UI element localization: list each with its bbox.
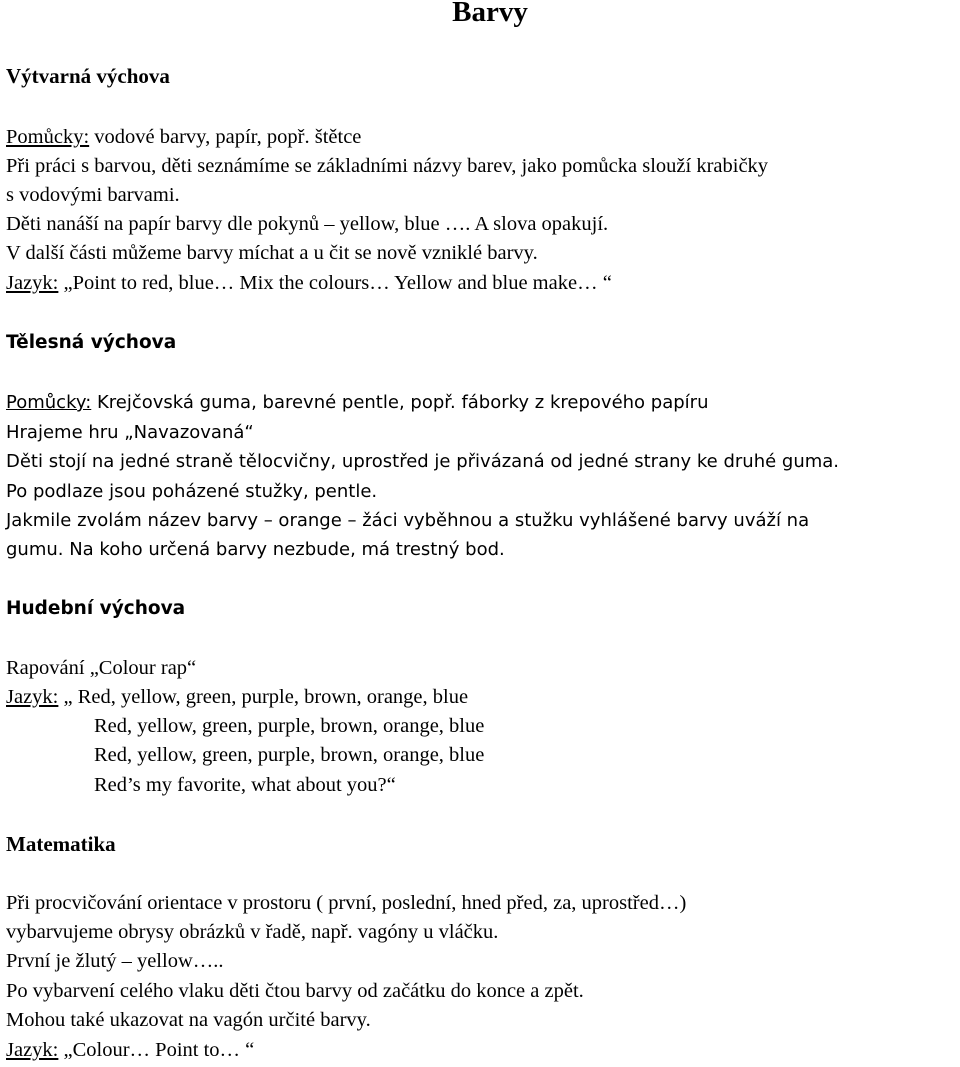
jazyk-text: „Point to red, blue… Mix the colours… Yellow and blue make… “ bbox=[58, 272, 612, 294]
heading-vytvarna: Výtvarná výchova bbox=[6, 64, 170, 88]
telesna-line-6: gumu. Na koho určená barvy nezbude, má trestný bod. bbox=[6, 539, 505, 560]
jazyk-label: Jazyk: bbox=[6, 272, 59, 294]
pomucky-label: Pomůcky: bbox=[6, 126, 90, 148]
vytvarna-jazyk-line bbox=[6, 270, 612, 296]
jazyk-text: „Colour… Point to… “ bbox=[58, 1039, 255, 1061]
hudebni-line-4: Red, yellow, green, purple, brown, orange, blue bbox=[94, 744, 485, 766]
heading-matematika: Matematika bbox=[6, 832, 116, 856]
telesna-line-3: Děti stojí na jedné straně tělocvičny, uprostřed je přivázaná od jedné strany ke druhé guma. bbox=[6, 451, 840, 472]
vytvarna-line-5: V další části můžeme barvy míchat a u čit se nově vzniklé barvy. bbox=[6, 242, 538, 264]
telesna-pomucky-line bbox=[6, 390, 708, 416]
vytvarna-line-4: Děti nanáší na papír barvy dle pokynů – yellow, blue …. A slova opakují. bbox=[6, 213, 609, 235]
pomucky-label: Pomůcky: bbox=[6, 392, 92, 413]
pomucky-text: Krejčovská guma, barevné pentle, popř. fáborky z krepového papíru bbox=[91, 392, 709, 413]
matematika-line-3: První je žlutý – yellow….. bbox=[6, 950, 224, 972]
hudebni-line-1: Rapování „Colour rap“ bbox=[6, 657, 197, 679]
telesna-line-4: Po podlaze jsou poházené stužky, pentle. bbox=[6, 481, 378, 502]
telesna-line-2: Hrajeme hru „Navazovaná“ bbox=[6, 422, 254, 443]
vytvarna-line-3: s vodovými barvami. bbox=[6, 184, 180, 206]
jazyk-label: Jazyk: bbox=[6, 1039, 59, 1061]
jazyk-label: Jazyk: bbox=[6, 686, 59, 708]
matematika-line-2: vybarvujeme obrysy obrázků v řadě, např. vagóny u vláčku. bbox=[6, 921, 499, 943]
jazyk-text: „ Red, yellow, green, purple, brown, orange, blue bbox=[58, 686, 469, 708]
matematika-line-4: Po vybarvení celého vlaku děti čtou barvy od začátku do konce a zpět. bbox=[6, 980, 584, 1002]
matematika-jazyk-line bbox=[6, 1037, 254, 1063]
heading-hudebni: Hudební výchova bbox=[6, 598, 186, 619]
heading-telesna: Tělesná výchova bbox=[6, 332, 177, 353]
matematika-line-1: Při procvičování orientace v prostoru ( první, poslední, hned před, za, uprostřed…) bbox=[6, 892, 687, 914]
vytvarna-pomucky-line bbox=[6, 124, 361, 150]
page-title: Barvy bbox=[452, 0, 528, 28]
hudebni-line-3: Red, yellow, green, purple, brown, orange, blue bbox=[94, 715, 485, 737]
hudebni-jazyk-line bbox=[6, 684, 468, 710]
telesna-line-5: Jakmile zvolám název barvy – orange – žáci vyběhnou a stužku vyhlášené barvy uváží na bbox=[6, 510, 810, 531]
vytvarna-line-2: Při práci s barvou, děti seznámíme se základními názvy barev, jako pomůcka slouží krabičky bbox=[6, 155, 769, 177]
hudebni-line-5: Red’s my favorite, what about you?“ bbox=[94, 774, 396, 796]
matematika-line-5: Mohou také ukazovat na vagón určité barvy. bbox=[6, 1009, 371, 1031]
pomucky-text: vodové barvy, papír, popř. štětce bbox=[89, 126, 362, 148]
